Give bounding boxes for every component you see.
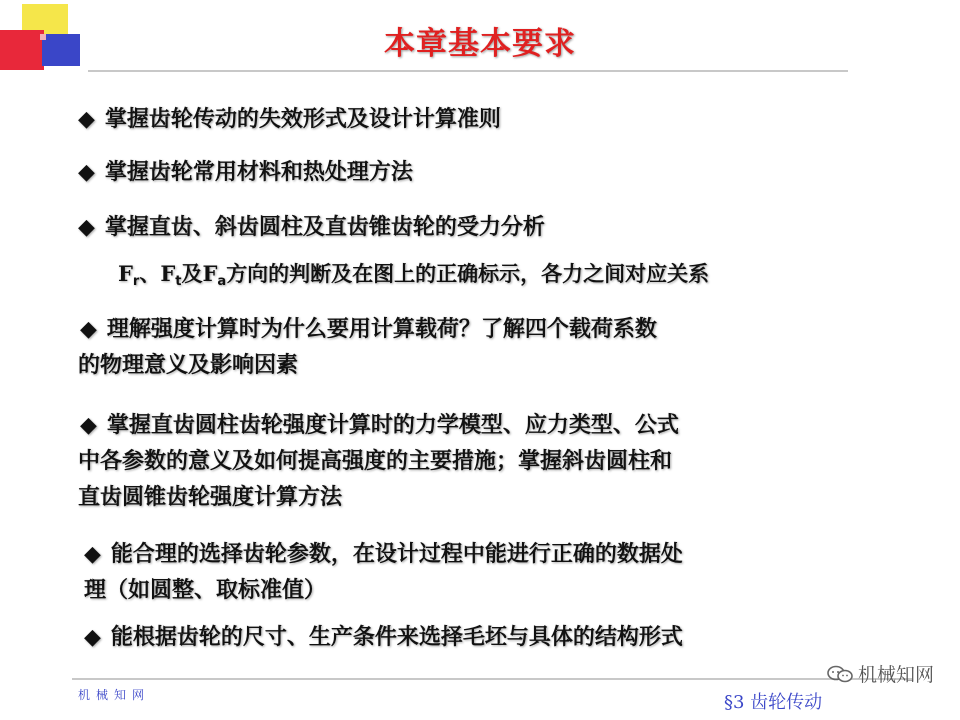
- footer-chapter-label: §3 齿轮传动: [724, 692, 823, 713]
- separator: 、: [139, 262, 161, 286]
- force-subscript: t: [175, 274, 182, 289]
- force-subscript: a: [217, 274, 227, 289]
- diamond-bullet-icon: ◆: [78, 160, 95, 185]
- bullet-line: [78, 312, 657, 348]
- bullet-line: [78, 537, 683, 573]
- bullet-item-text: 能根据齿轮的尺寸、生产条件来选择毛坯与具体的结构形式: [110, 625, 683, 650]
- watermark: [826, 660, 934, 687]
- bullet-line: 中各参数的意义及如何提高强度的主要措施；掌握斜齿圆柱和: [78, 449, 673, 474]
- watermark-text: 机械知网: [858, 664, 935, 686]
- bullet-line: 理（如圆整、取标准值）: [84, 578, 327, 603]
- footer-source-label: 机械知网: [78, 688, 151, 702]
- wechat-icon: [826, 664, 854, 684]
- bullet-item-3: [78, 210, 545, 246]
- diamond-bullet-icon: ◆: [78, 215, 95, 240]
- bullet-line: 直齿圆锥齿轮强度计算方法: [78, 485, 343, 510]
- force-symbol: F: [160, 261, 176, 286]
- bullet-item-7: [84, 620, 683, 656]
- bullet-line-text: 理解强度计算时为什么要用计算载荷？了解四个载荷系数: [106, 317, 657, 342]
- bullet-item-text: 掌握直齿、斜齿圆柱及直齿锥齿轮的受力分析: [104, 215, 545, 240]
- bullet-line: [78, 408, 679, 444]
- bullet-line: 的物理意义及影响因素: [78, 353, 299, 378]
- separator: 及: [181, 262, 203, 286]
- bullet-line-text: 掌握直齿圆柱齿轮强度计算时的力学模型、应力类型、公式: [106, 413, 679, 438]
- force-subscript: r: [132, 274, 140, 289]
- diamond-bullet-icon: ◆: [84, 542, 101, 567]
- title-divider: [88, 70, 848, 72]
- bullet-item-1: [78, 102, 501, 138]
- slide-title: 本章基本要求: [384, 26, 576, 62]
- sub-item-text: 方向的判断及在图上的正确标示，各力之间对应关系: [226, 262, 710, 286]
- bullet-line-text: 能合理的选择齿轮参数，在设计过程中能进行正确的数据处: [110, 542, 683, 567]
- bullet-item-5: [78, 408, 679, 516]
- diamond-bullet-icon: ◆: [84, 625, 101, 650]
- bullet-item-4: [78, 312, 657, 384]
- bullet-item-2: [78, 155, 413, 191]
- bullet-item-text: 掌握齿轮常用材料和热处理方法: [104, 160, 413, 185]
- diamond-bullet-icon: ◆: [80, 413, 97, 438]
- bullet-item-6: [78, 537, 683, 609]
- diamond-bullet-icon: ◆: [78, 107, 95, 132]
- sub-item-forces: [118, 256, 709, 300]
- force-symbol: F: [202, 261, 218, 286]
- bullet-item-text: 掌握齿轮传动的失效形式及设计计算准则: [104, 107, 501, 132]
- force-symbol: F: [118, 261, 133, 286]
- diamond-bullet-icon: ◆: [80, 317, 97, 342]
- footer-divider: [72, 678, 912, 680]
